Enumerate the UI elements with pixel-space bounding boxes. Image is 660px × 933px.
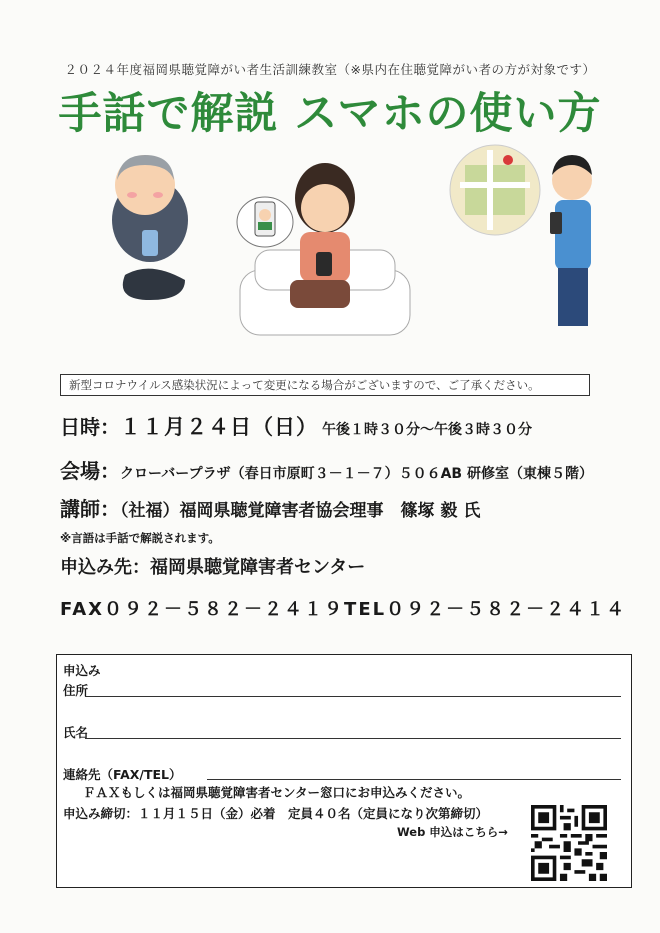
name-field[interactable] [85, 738, 621, 739]
apply-row [60, 553, 365, 579]
map-bubble-icon [450, 145, 540, 235]
deadline: 申込み締切：１１月１５日（金）必着 定員４０名（定員になり次第締切） [63, 806, 489, 821]
web-link[interactable]: Web 申込はこちら→ [397, 825, 508, 839]
qr-code-icon[interactable] [531, 805, 607, 881]
datetime-time: 午後１時３０分～午後３時３０分 [322, 422, 532, 438]
venue-value: クローバープラザ（春日市原町３－１－７）５０６AB 研修室（東棟５階） [120, 466, 593, 482]
datetime-value: １１月２４日（日） [120, 415, 318, 439]
lecturer-label: 講師： [60, 497, 120, 521]
event-subtitle: ２０２４年度福岡県聴覚障がい者生活訓練教室（※県内在住聴覚障がい者の方が対象です） [64, 62, 596, 77]
language-note: ※言語は手話で解説されます。 [60, 531, 220, 545]
lecturer-value: （社福）福岡県聴覚障害者協会理事 篠塚 毅 氏 [120, 501, 481, 521]
notice-box: 新型コロナウイルス感染状況によって変更になる場合がございますので、ご了承ください。 [60, 374, 590, 396]
venue-row [60, 455, 593, 484]
man-smartphone-icon [550, 155, 592, 326]
venue-label: 会場： [60, 459, 120, 483]
datetime-label: 日時： [60, 415, 120, 439]
woman-on-sofa-smartphone-icon [240, 163, 410, 335]
address-field[interactable] [85, 696, 621, 697]
page-title: 手話で解説 スマホの使い方 [58, 89, 602, 139]
name-label: 氏名 [63, 725, 89, 740]
form-instruction: ＦＡＸもしくは福岡県聴覚障害者センター窓口にお申込みください。 [83, 785, 471, 800]
video-call-bubble-icon [237, 197, 293, 247]
illustration [90, 140, 610, 365]
datetime-row [60, 411, 532, 441]
form-heading: 申込み [63, 663, 101, 678]
apply-value: 福岡県聴覚障害者センター [150, 557, 366, 578]
contact-numbers: FAX０９２－５８２－２４１９TEL０９２－５８２－２４１４ [60, 599, 627, 620]
lecturer-row [60, 493, 480, 522]
contact-field[interactable] [207, 779, 621, 780]
contact-label: 連絡先（FAX/TEL） [63, 767, 182, 782]
application-form [56, 654, 632, 888]
apply-label: 申込み先： [60, 557, 150, 578]
address-label: 住所 [63, 683, 89, 698]
elderly-man-smartphone-icon [112, 155, 188, 300]
